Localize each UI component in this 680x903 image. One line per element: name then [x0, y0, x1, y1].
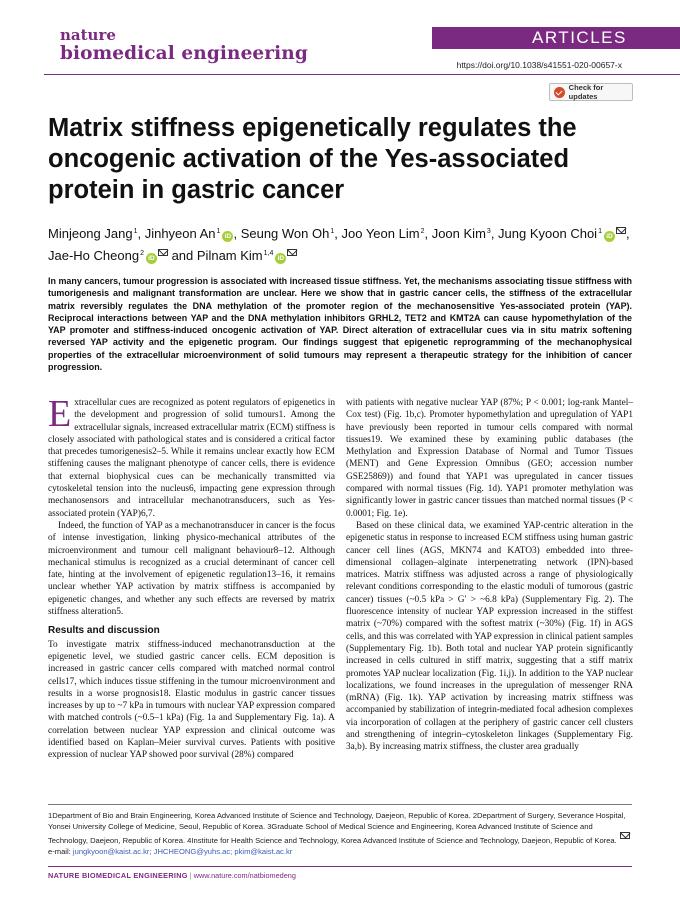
body-column-right — [346, 397, 633, 754]
mail-icon[interactable] — [616, 227, 626, 234]
footer-divider — [48, 866, 632, 867]
author-name: Jinhyeon An — [144, 226, 216, 241]
author-name: Joon Kim — [431, 226, 486, 241]
author-entry[interactable] — [341, 226, 424, 241]
footer-url[interactable]: www.nature.com/natbiomedeng — [193, 871, 296, 880]
abstract: In many cancers, tumour progression is associated with increased tissue stiffness. Yet, the mechanisms associating tissue stiffness with tumorigenesis and malignant transformation are unclear. Here we show that in gastric cancer cells, the stiffness of the extracellular matrix reversibly regulates the DNA methylation of the promoter region of the mechanosensitive Yes-associated protein (YAP). Reciprocal interactions between YAP and the DNA methylation inhibitors GRHL2, TET2 and KMT2A can cause hypomethylation of the YAP promoter and stiffness-induced oncogenic activation of YAP. Direct alteration of extracellular cues via in situ matrix softening reversed YAP activity and the epigenetic program. Our findings suggest that epigenetic reprogramming of the mechanophysical properties of the extracellular microenvironment of solid tumours may represent a therapeutic strategy for the inhibition of cancer progression. — [48, 276, 632, 373]
author-entry[interactable] — [145, 226, 234, 241]
author-entry[interactable] — [432, 226, 491, 241]
author-affiliation: 1 — [216, 228, 221, 235]
affiliations — [48, 810, 632, 857]
footer-separator: | — [189, 871, 192, 880]
page-footer — [48, 871, 296, 880]
journal-logo — [60, 28, 308, 63]
check-for-updates-button[interactable] — [549, 83, 633, 101]
check-updates-label: Check for updates — [568, 83, 604, 101]
article-title: Matrix stiffness epigenetically regulates the oncogenic activation of the Yes-associated protein in gastric cancer — [48, 114, 577, 204]
author-affiliation: 1 — [330, 228, 335, 235]
mail-icon[interactable] — [287, 249, 297, 256]
footer-journal: NATURE BIOMEDICAL ENGINEERING — [48, 871, 188, 880]
paragraph-results: To investigate matrix stiffness-induced mechanotransduction at the epigenetic level, we studied gastric cancer cells. ECM deposition is increased in gastric cancer cells compared with matched normal control cells17, which induces tissue stiffening in the tumour microenvironment and results in a worse prognosis18. Elastic modulus in gastric cancer tissues increases by up to ~7 kPa in tumours with nuclear YAP expression compared with matched controls (~0.5–1 kPa) (Fig. 1a and Supplementary Fig. 1a). A correlation between nuclear YAP expression and clinical outcome was identified based on Kaplan–Meier survival curves. Patients with positive expression of nuclear YAP showed poor survival (28%) compared — [48, 639, 335, 761]
mail-icon — [620, 832, 630, 839]
journal-name-line1: nature — [60, 26, 116, 44]
header-divider — [44, 74, 680, 75]
check-updates-icon — [554, 87, 565, 98]
paragraph-intro — [48, 393, 335, 520]
author-name: Pilnam Kim — [196, 248, 263, 263]
body-column-left — [48, 393, 335, 762]
orcid-icon[interactable]: iD — [146, 253, 157, 264]
author-affiliation: 1,4 — [263, 250, 274, 257]
author-list: Minjeong Jang$^1$, Jinhyeon An$^1$iD , Seung Won Oh$^1$, Joo Yeon Lim$^2$, Joon Kim$^3$, Jung Kyoon Choi$^1$iD , Jae-Ho Cheong$^2$iD and Pilnam Kim$^{1,4}$iD — [48, 226, 630, 263]
author-entry[interactable] — [48, 248, 168, 263]
footnote-divider — [48, 804, 632, 805]
orcid-icon[interactable]: iD — [222, 231, 233, 242]
author-name: Minjeong Jang — [48, 226, 133, 241]
section-heading: Results and discussion — [48, 625, 160, 637]
author-affiliation: 1 — [598, 228, 602, 235]
author-name: Seung Won Oh — [240, 226, 330, 241]
author-entry[interactable] — [197, 248, 297, 263]
email-addresses[interactable]: jungkyoon@kaist.ac.kr; JHCHEONG@yuhs.ac; pkim@kaist.ac.kr — [72, 847, 293, 857]
author-conjunction: and — [167, 248, 197, 263]
affiliations-text: 1Department of Bio and Brain Engineering, Korea Advanced Institute of Science and Technology, Daejeon, Republic of Korea. 2Department of Surgery, Severance Hospital, Yonsei University College of Medicine, Seoul, Republic of Korea. 3Graduate School of Medical Science and Engineering, Korea Advanced Institute of Science and Technology, Daejeon, Republic of Korea. 4Institute for Health Science and Technology, Korea Advanced Institute of Science and Technology, Daejeon, Republic of Korea. — [48, 811, 626, 846]
email-label: e-mail: — [48, 847, 71, 857]
author-entry[interactable] — [498, 226, 626, 241]
paragraph-intro-text: xtracellular cues are recognized as potent regulators of epigenetics in the development and progression of solid tumours1. Among the extracellular signals, increased extracellular matrix (ECM) stiffness is closely associated with pathological states and is considered a critical factor that precedes tumorigenesis2–5. While it remains unclear exactly how ECM stiffening causes the malignant phenotype of cancer cells, there is evidence that external biophysical cues can be mechanically transmitted via cytoskeletal tension into the nucleus6, impacting gene expression through mechanosensors and intracellular mechanotransducers, such as Yes-associated protein (YAP)6,7. — [48, 398, 335, 519]
doi-link[interactable]: https://doi.org/10.1038/s41551-020-00657-x — [456, 60, 622, 70]
journal-name-line2: biomedical engineering — [60, 42, 308, 64]
orcid-icon[interactable]: iD — [275, 253, 286, 264]
paragraph-survival: with patients with negative nuclear YAP (87%; P < 0.001; log-rank Mantel–Cox test) (Fig. 1b,c). Promoter hypomethylation and upregulation of YAP1 have previously been reported in tumour cells compared with normal tissues19. We examined these by examining public databases (the Methylation and Expression Database of Normal and Tumor Tissues (MENT) and Gene Expression Omnibus (GEO; accession number GSE25869)) and found that YAP1 was upregulated in cancer tissues compared with normal tissues (Fig. 1d). YAP1 promoter methylation was significantly lower in gastric cancer tissues than matched normal tissues (P < 0.0001; Fig. 1e). — [346, 398, 633, 519]
orcid-icon[interactable]: iD — [604, 231, 615, 242]
author-affiliation: 2 — [140, 250, 144, 257]
section-banner: ARTICLES — [432, 27, 680, 49]
author-entry[interactable] — [241, 226, 335, 241]
author-affiliation: 2 — [420, 228, 425, 235]
author-entry[interactable] — [48, 226, 137, 241]
author-affiliation: 1 — [133, 228, 138, 235]
author-name: Jung Kyoon Choi — [498, 226, 598, 241]
author-affiliation: 3 — [486, 228, 491, 235]
paragraph-stiffness: Based on these clinical data, we examined YAP-centric alteration in the epigenetic status in response to increased ECM stiffness using human gastric cancer cell lines (AGS, MKN74 and KATO3) embedded into three-dimensional collagen–alginate interpenetrating network (IPN)-based matrices. Matrix stiffness was adjusted across a range of physiologically relevant conditions corresponding to the elastic moduli of tumorous (gastric cancer) tissues (~0.5 kPa > G′ > ~6.8 kPa) (Supplementary Fig. 2). The fluorescence intensity of nuclear YAP expression increased in the stiffest matrix (~70%) compared with the softest matrix (~30%) (Fig. 1f) in AGS cells, and this was correlated with YAP expression in clinical patient samples (Supplementary Fig. 1b). Both total and nuclear YAP protein significantly increased in cells cultured in stiff matrix, suggesting that a stiff matrix promotes YAP nuclear localization (Fig. 1i,j). In addition to the YAP nuclear localizations, we found increases in the upregulation of messenger RNA (mRNA) (Fig. 1k). YAP activation by increasing matrix stiffness was accompanied by stabilization of integrin-mediated focal adhesion complexes via incorporation of collagen at the periphery of gastric cancer cell clusters and strengthening of integrin–cytoskeleton linkages (Supplementary Fig. 3a,b). By increasing matrix stiffness, the cluster area gradually — [346, 520, 633, 753]
author-name: Joo Yeon Lim — [341, 226, 420, 241]
drop-cap: E — [48, 393, 72, 435]
author-name: Jae-Ho Cheong — [48, 248, 140, 263]
paragraph-yap: Indeed, the function of YAP as a mechanotransducer in cancer is the focus of intense investigation, linking physico-mechanical attributes of the microenvironment and tumour cell malignant behaviour8–12. Although mechanical stimulus is recognized as a crucial determinant of cancer cell fate, hinting at the involvement of epigenetic regulation13–16, it remains unclear whether YAP activation by matrix stiffness is accompanied by epigenetic changes, and whether any such effects are reversed by matrix stiffness alteration5. — [48, 520, 335, 618]
mail-icon[interactable] — [158, 249, 168, 256]
